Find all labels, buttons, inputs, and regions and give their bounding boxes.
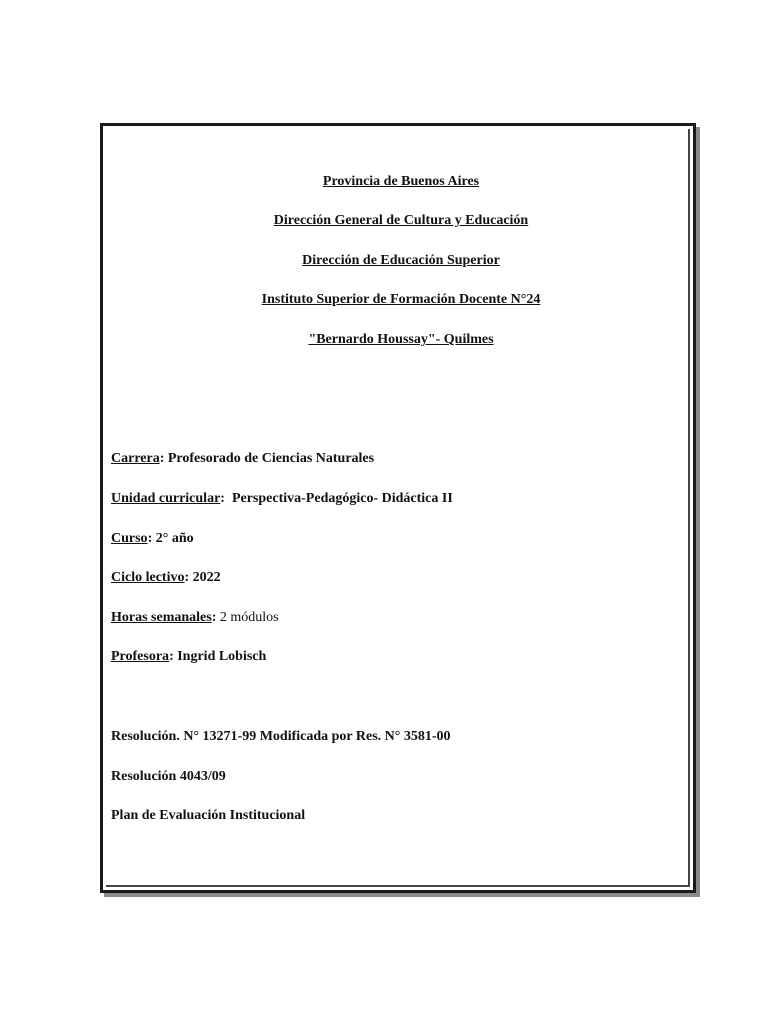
field-ciclo-lectivo (111, 569, 221, 587)
field-unidad-curricular (111, 490, 453, 508)
horas-colon: : (211, 610, 217, 625)
heading-direccion-general: Dirección General de Cultura y Educación (273, 213, 529, 228)
profesora-label: Profesora (111, 649, 170, 664)
heading-institute-name: "Bernardo Houssay"- Quilmes (308, 332, 494, 347)
ciclo-label: Ciclo lectivo (111, 570, 185, 585)
heading-provincia: Provincia de Buenos Aires (322, 174, 480, 189)
unidad-label: Unidad curricular (111, 491, 221, 506)
horas-label: Horas semanales (111, 610, 212, 625)
resolucion-2: Resolución 4043/09 (111, 769, 226, 784)
carrera-value: : Profesorado de Ciencias Naturales (159, 451, 375, 466)
profesora-value: : Ingrid Lobisch (169, 649, 267, 664)
horas-value: 2 módulos (216, 610, 279, 625)
cover-frame (100, 123, 696, 893)
field-curso (111, 530, 194, 548)
curso-value: : 2° año (147, 531, 194, 546)
carrera-label: Carrera (111, 451, 160, 466)
unidad-value: : Perspectiva-Pedagógico- Didáctica II (220, 491, 453, 506)
field-carrera (111, 450, 374, 468)
heading-instituto: Instituto Superior de Formación Docente N°24 (261, 292, 541, 307)
field-profesora (111, 648, 266, 666)
plan-evaluacion: Plan de Evaluación Institucional (111, 808, 306, 823)
field-horas-semanales (111, 609, 279, 627)
heading-direccion-superior: Dirección de Educación Superior (302, 253, 500, 268)
ciclo-value: : 2022 (184, 570, 221, 585)
curso-label: Curso (111, 531, 148, 546)
resolucion-1: Resolución. N° 13271-99 Modificada por Res. N° 3581-00 (111, 729, 451, 744)
